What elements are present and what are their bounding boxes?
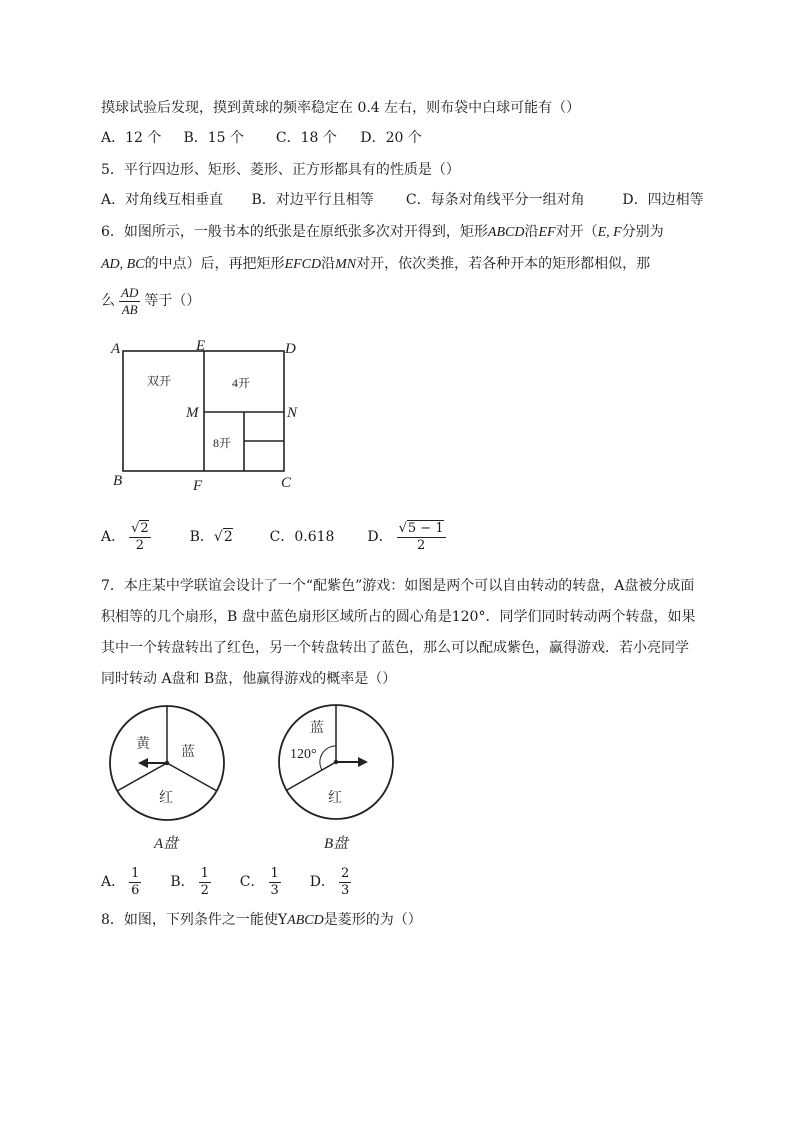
q6-paper-folding-figure xyxy=(105,335,310,495)
spinner-a-divider-left xyxy=(117,763,167,791)
q6-option-d: D． $\frac{√5 - 1}{2}$ xyxy=(367,520,444,553)
q7-stem-line2: 积相等的几个扇形，B 盘中蓝色扇形区域所占的圆心角是120°．同学们同时转动两个转盘，如果 xyxy=(101,609,696,625)
spinner-a-caption: A盘 xyxy=(154,836,179,852)
label-sikai: 4开 xyxy=(232,376,251,390)
q7-options xyxy=(101,862,355,902)
label-n: N xyxy=(287,405,298,421)
label-d: D xyxy=(285,341,296,357)
parallelogram-abcd-ref: ABCD xyxy=(287,913,324,928)
q7-option-b: B． $\frac{1}{2}$ xyxy=(170,865,209,898)
q5-option-c: C．每条对角线平分一组对角 xyxy=(405,192,585,208)
spinner-b-divider-left xyxy=(287,762,336,790)
spinner-a-arrowhead xyxy=(138,758,148,768)
label-f: F xyxy=(193,478,203,494)
spinner-b-center xyxy=(334,760,338,764)
q7-option-a: A． $\frac{1}{6}$ xyxy=(101,865,140,898)
ad-over-ab-fraction: $\frac{AD}{AB}$ xyxy=(121,284,139,317)
q6-option-a: A． $\frac{√2}{2}$ xyxy=(101,520,149,553)
spinner-a-yellow-label: 黄 xyxy=(136,737,150,752)
q6-option-c: C．0.618 xyxy=(269,529,335,545)
q5-option-b: B．对边平行且相等 xyxy=(251,192,374,208)
spinner-b-blue-label: 蓝 xyxy=(310,721,324,736)
spinner-b-angle-label: 120° xyxy=(290,747,317,762)
q7-option-d: D． $\frac{2}{3}$ xyxy=(309,865,350,898)
label-shuangkai: 双开 xyxy=(147,374,172,388)
q6-stem-line3: 么 $\frac{AD}{AB}$ 等于（） xyxy=(101,284,201,317)
q7-stem-line3: 其中一个转盘转出了红色，另一个转盘转出了蓝色，那么可以配成紫色，赢得游戏．若小亮同学 xyxy=(101,640,689,656)
label-c: C xyxy=(281,475,292,491)
segment-ef-ref: EF xyxy=(538,225,556,240)
q4-option-d: D．20 个 xyxy=(360,130,422,146)
q5-stem: 5．平行四边形、矩形、菱形、正方形都具有的性质是（） xyxy=(101,162,460,178)
spinner-a-center xyxy=(165,761,169,765)
q7-option-c: C． $\frac{1}{3}$ xyxy=(239,865,279,898)
q7-stem-line1: 7．本庄某中学联谊会设计了一个“配紫色”游戏：如图是两个可以自由转动的转盘，A盘被分成面 xyxy=(101,578,695,594)
spinner-b-arrowhead xyxy=(358,757,368,767)
q4-options xyxy=(101,128,422,148)
label-m: M xyxy=(186,405,199,421)
label-b: B xyxy=(113,473,123,489)
spinner-a-figure xyxy=(104,700,234,860)
q8-stem: 8．如图，下列条件之一能使YABCD是菱形的为（） xyxy=(101,912,422,928)
parallelogram-symbol: Y xyxy=(277,912,288,928)
q5-option-a: A．对角线互相垂直 xyxy=(101,192,224,208)
q5-option-d: D．四边相等 xyxy=(622,192,704,208)
spinner-b-red-label: 红 xyxy=(328,791,342,806)
spinner-a-red-label: 红 xyxy=(159,791,173,806)
label-a: A xyxy=(111,341,121,357)
q6-option-b: B．√2 xyxy=(189,529,233,545)
q5-options xyxy=(101,190,704,210)
label-e: E xyxy=(196,338,206,354)
spinner-b-figure xyxy=(274,700,404,860)
q4-stem-tail: 摸球试验后发现，摸到黄球的频率稳定在 0.4 左右，则布袋中白球可能有（） xyxy=(101,100,581,116)
q4-option-a: A．12 个 xyxy=(101,130,162,146)
spinner-b-caption: B盘 xyxy=(324,836,349,852)
rect-efcd-ref: EFCD xyxy=(284,257,322,272)
q6-options xyxy=(101,517,450,557)
points-ef-ref: E, F xyxy=(597,225,622,240)
segment-mn-ref: MN xyxy=(335,257,357,272)
q4-option-c: C．18 个 xyxy=(275,130,337,146)
label-bakai: 8开 xyxy=(213,436,232,450)
segments-adbc-ref: AD, BC xyxy=(101,257,145,272)
q6-stem-line1: 6．如图所示，一般书本的纸张是在原纸张多次对开得到，矩形ABCD沿EF对开（E, F分别为 xyxy=(101,224,664,240)
spinner-a-divider-right xyxy=(167,763,217,791)
q4-option-b: B．15 个 xyxy=(183,130,245,146)
spinner-a-blue-label: 蓝 xyxy=(181,745,195,760)
q7-stem-line4: 同时转动 A盘和 B盘，他赢得游戏的概率是（） xyxy=(101,671,397,687)
rect-abcd-ref: ABCD xyxy=(487,225,525,240)
q6-stem-line2: AD, BC的中点）后，再把矩形EFCD沿MN对开，依次类推，若各种开本的矩形都相似，那 xyxy=(101,256,651,272)
